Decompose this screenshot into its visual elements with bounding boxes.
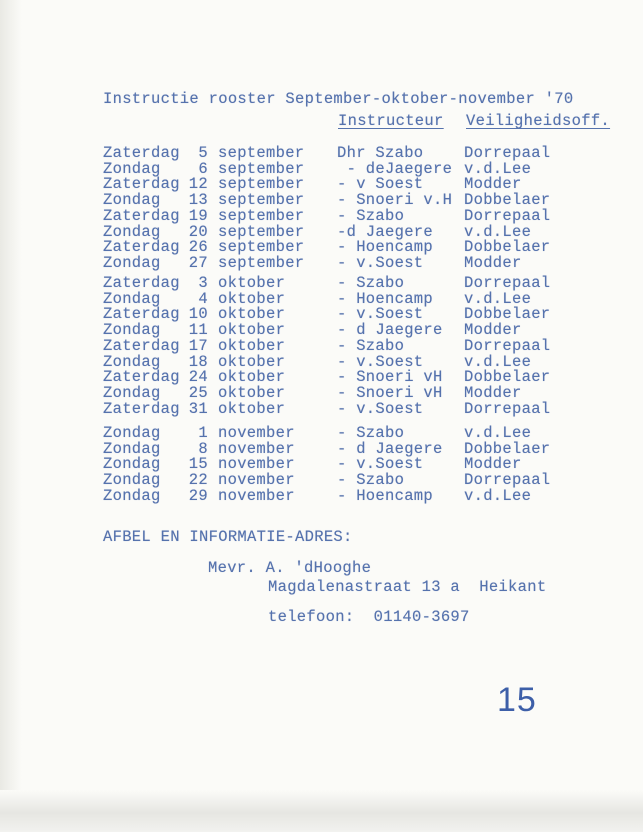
schedule-veiligheidsofficier: Dorrepaal <box>464 206 551 225</box>
schedule-row <box>0 336 643 355</box>
schedule-veiligheidsofficier: Dorrepaal <box>464 471 551 490</box>
schedule-date: 6 <box>198 159 208 178</box>
schedule-veiligheidsofficier: v.d.Lee <box>464 222 532 241</box>
schedule-instructeur: - Hoencamp <box>337 238 434 257</box>
schedule-day: Zondag <box>103 383 161 402</box>
schedule-instructeur: - Szabo <box>337 206 405 225</box>
schedule-day: Zondag <box>103 191 161 210</box>
schedule-date: 4 <box>198 289 208 308</box>
schedule-row <box>0 206 643 225</box>
schedule-instructeur: - Snoeri v.H <box>337 191 453 210</box>
schedule-veiligheidsofficier: Dorrepaal <box>464 399 551 418</box>
schedule-row <box>0 439 643 458</box>
schedule-month: november <box>218 439 295 458</box>
column-header-veiligheidsofficier: Veiligheidsoff. <box>466 112 611 130</box>
schedule-instructeur: -d Jaegere <box>337 222 434 241</box>
schedule-date: 27 <box>188 253 208 272</box>
schedule-date: 31 <box>188 399 208 418</box>
schedule-veiligheidsofficier: Modder <box>464 383 522 402</box>
schedule-date: 19 <box>188 206 208 225</box>
schedule-day: Zondag <box>103 222 161 241</box>
schedule-instructeur: - v.Soest <box>337 455 424 474</box>
schedule-veiligheidsofficier: Modder <box>464 455 522 474</box>
schedule-day: Zaterdag <box>103 274 180 292</box>
schedule-row <box>0 159 643 178</box>
page-number: 15 <box>497 681 537 719</box>
schedule-day: Zondag <box>103 486 161 505</box>
schedule-month: oktober <box>218 274 286 292</box>
schedule-date: 8 <box>198 439 208 458</box>
schedule-date: 5 <box>198 144 208 162</box>
schedule-row <box>0 399 643 418</box>
schedule-veiligheidsofficier: Dobbelaer <box>464 238 551 257</box>
schedule-month: oktober <box>218 336 286 355</box>
schedule-veiligheidsofficier: v.d.Lee <box>464 352 532 371</box>
schedule-month: september <box>218 144 305 162</box>
schedule-month: oktober <box>218 305 286 324</box>
schedule-month: september <box>218 159 305 178</box>
schedule-day: Zaterdag <box>103 399 180 418</box>
schedule-instructeur: - Snoeri vH <box>337 383 443 402</box>
schedule-month: oktober <box>218 383 286 402</box>
schedule-day: Zondag <box>103 352 161 371</box>
schedule-day: Zaterdag <box>103 206 180 225</box>
schedule-date: 13 <box>188 191 208 210</box>
schedule-date: 26 <box>188 238 208 257</box>
schedule-month: oktober <box>218 399 286 418</box>
schedule-date: 22 <box>188 471 208 490</box>
schedule-month: november <box>218 471 295 490</box>
schedule-row <box>0 240 643 256</box>
schedule-day: Zondag <box>103 455 161 474</box>
schedule-instructeur: - Szabo <box>337 471 405 490</box>
schedule-day: Zaterdag <box>103 144 180 162</box>
schedule-month: oktober <box>218 352 286 371</box>
schedule-date: 20 <box>188 222 208 241</box>
schedule-row <box>0 276 643 292</box>
schedule-instructeur: - v.Soest <box>337 253 424 272</box>
schedule-veiligheidsofficier: Dorrepaal <box>464 274 551 292</box>
schedule-month: oktober <box>218 289 286 308</box>
schedule-month: september <box>218 206 305 225</box>
schedule-month: november <box>218 424 295 442</box>
schedule-day: Zaterdag <box>103 175 180 194</box>
schedule-date: 25 <box>188 383 208 402</box>
schedule-month: september <box>218 238 305 257</box>
schedule-day: Zaterdag <box>103 336 180 355</box>
schedule-day: Zondag <box>103 471 161 490</box>
schedule-day: Zondag <box>103 439 161 458</box>
schedule-date: 18 <box>188 352 208 371</box>
schedule-instructeur: - Hoencamp <box>337 486 434 505</box>
schedule-month: september <box>218 191 305 210</box>
schedule-day: Zondag <box>103 424 161 442</box>
schedule-date: 15 <box>188 455 208 474</box>
schedule-instructeur: Dhr Szabo <box>337 144 424 162</box>
schedule-veiligheidsofficier: Dobbelaer <box>464 439 551 458</box>
schedule-date: 29 <box>188 486 208 505</box>
schedule-instructeur: - Szabo <box>337 424 405 442</box>
schedule-instructeur: - v.Soest <box>337 305 424 324</box>
schedule-veiligheidsofficier: v.d.Lee <box>464 289 532 308</box>
contact-phone: telefoon: 01140-3697 <box>268 608 470 626</box>
schedule-day: Zondag <box>103 321 161 340</box>
schedule-date: 17 <box>188 336 208 355</box>
schedule-day: Zondag <box>103 289 161 308</box>
schedule-veiligheidsofficier: Modder <box>464 253 522 272</box>
schedule-veiligheidsofficier: Dobbelaer <box>464 191 551 210</box>
schedule-row <box>0 253 643 272</box>
contact-address: Magdalenastraat 13 a Heikant <box>268 578 547 596</box>
schedule-veiligheidsofficier: v.d.Lee <box>464 159 532 178</box>
column-header-instructeur: Instructeur <box>338 112 444 130</box>
schedule-month: september <box>218 175 305 194</box>
schedule-veiligheidsofficier: Dobbelaer <box>464 305 551 324</box>
page-bottom-edge <box>0 790 643 832</box>
schedule-row <box>0 307 643 323</box>
schedule-month: oktober <box>218 368 286 387</box>
contact-name: Mevr. A. 'dHooghe <box>208 559 372 577</box>
schedule-veiligheidsofficier: Modder <box>464 175 522 194</box>
schedule-instructeur: - v.Soest <box>337 399 424 418</box>
schedule-row <box>0 486 643 505</box>
schedule-month: november <box>218 455 295 474</box>
schedule-date: 12 <box>188 175 208 194</box>
schedule-row <box>0 146 643 162</box>
schedule-title: Instructie rooster September-oktober-november '70 <box>103 90 574 108</box>
schedule-instructeur: - d Jaegere <box>337 321 443 340</box>
schedule-instructeur: - Snoeri vH <box>337 368 443 387</box>
schedule-date: 24 <box>188 368 208 387</box>
schedule-instructeur: - deJaegere <box>337 159 453 178</box>
schedule-day: Zaterdag <box>103 238 180 257</box>
schedule-veiligheidsofficier: Modder <box>464 321 522 340</box>
schedule-day: Zondag <box>103 159 161 178</box>
schedule-day: Zondag <box>103 253 161 272</box>
schedule-instructeur: - v.Soest <box>337 352 424 371</box>
afbel-label: AFBEL EN INFORMATIE-ADRES: <box>103 528 353 546</box>
schedule-date: 3 <box>198 274 208 292</box>
schedule-instructeur: - Szabo <box>337 336 405 355</box>
schedule-instructeur: - Szabo <box>337 274 405 292</box>
schedule-month: oktober <box>218 321 286 340</box>
schedule-month: september <box>218 222 305 241</box>
schedule-row <box>0 473 643 489</box>
schedule-instructeur: - Hoencamp <box>337 289 434 308</box>
schedule-instructeur: - d Jaegere <box>337 439 443 458</box>
schedule-veiligheidsofficier: v.d.Lee <box>464 424 532 442</box>
schedule-veiligheidsofficier: Dobbelaer <box>464 368 551 387</box>
schedule-date: 11 <box>188 321 208 340</box>
schedule-date: 10 <box>188 305 208 324</box>
schedule-day: Zaterdag <box>103 305 180 324</box>
schedule-veiligheidsofficier: Dorrepaal <box>464 336 551 355</box>
schedule-instructeur: - v Soest <box>337 175 424 194</box>
schedule-veiligheidsofficier: v.d.Lee <box>464 486 532 505</box>
schedule-month: november <box>218 486 295 505</box>
schedule-veiligheidsofficier: Dorrepaal <box>464 144 551 162</box>
schedule-day: Zaterdag <box>103 368 180 387</box>
schedule-row <box>0 370 643 386</box>
schedule-month: september <box>218 253 305 272</box>
schedule-date: 1 <box>198 424 208 442</box>
